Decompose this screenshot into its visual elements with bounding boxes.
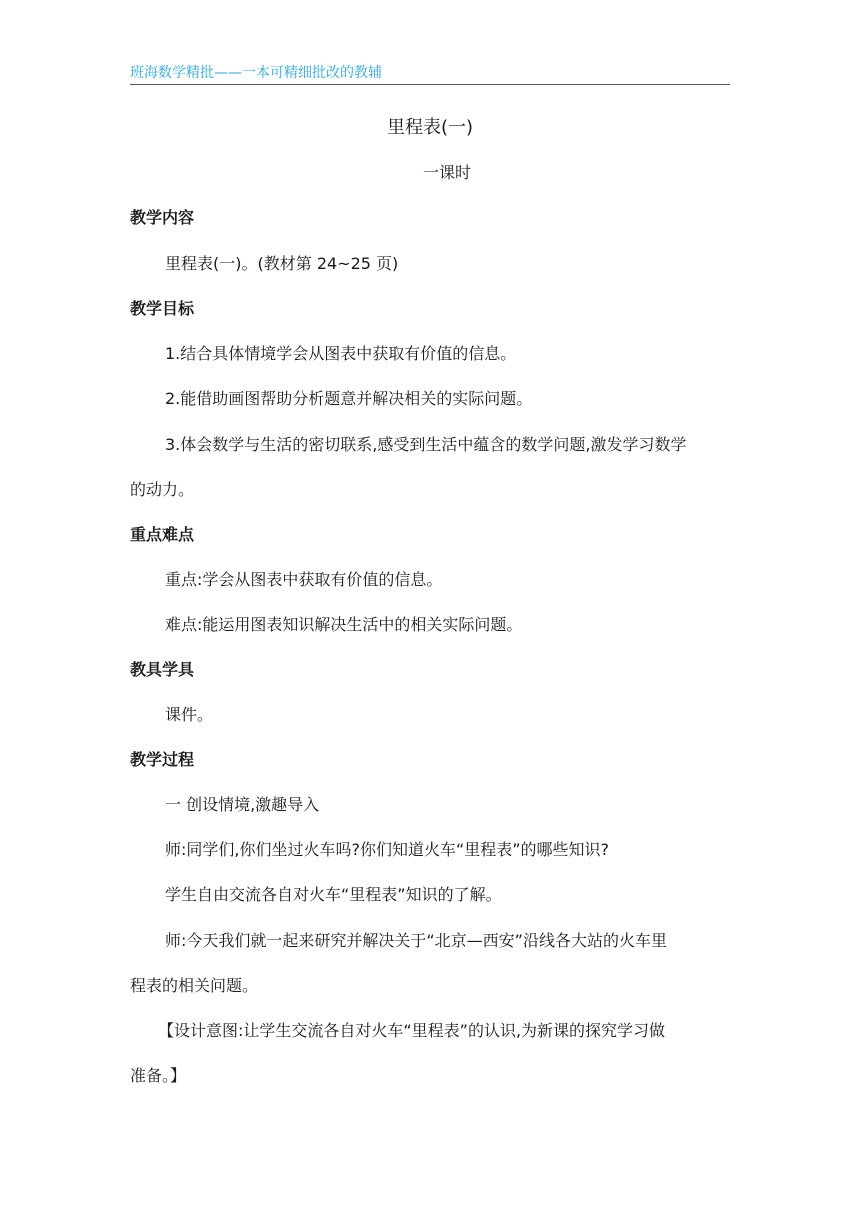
process-line-2: 学生自由交流各自对火车“里程表”知识的了解。 [165,885,502,904]
process-line-3: 师:今天我们就一起来研究并解决关于“北京—西安”沿线各大站的火车里 [165,931,667,950]
tools-line: 课件。 [165,705,214,724]
design-intent-note-continued: 准备。】 [130,1066,187,1085]
goal-line-3: 3.体会数学与生活的密切联系,感受到生活中蕴含的数学问题,激发学习数学 [165,435,687,454]
goal-line-1: 1.结合具体情境学会从图表中获取有价值的信息。 [165,344,517,363]
difficulty-line: 难点:能运用图表知识解决生活中的相关实际问题。 [165,615,523,634]
section-heading-content: 教学内容 [130,208,195,227]
process-step-heading: 一 创设情境,激趣导入 [165,795,320,814]
header-divider [130,84,730,85]
section-heading-goals: 教学目标 [130,299,195,318]
goal-line-2: 2.能借助画图帮助分析题意并解决相关的实际问题。 [165,389,533,408]
section-heading-key-points: 重点难点 [130,525,195,544]
process-line-1: 师:同学们,你们坐过火车吗?你们知道火车“里程表”的哪些知识? [165,840,610,859]
page-header: 班海数学精批——一本可精细批改的教辅 [130,65,382,81]
content-line: 里程表(一)。(教材第 24~25 页) [165,254,399,273]
goal-line-3-continued: 的动力。 [130,480,195,499]
section-heading-tools: 教具学具 [130,660,195,679]
section-heading-process: 教学过程 [130,750,195,769]
process-line-3-continued: 程表的相关问题。 [130,976,259,995]
document-title: 里程表(一) [386,117,474,138]
key-point-line: 重点:学会从图表中获取有价值的信息。 [165,570,443,589]
document-subtitle: 一课时 [422,163,471,182]
design-intent-note: 【设计意图:让学生交流各自对火车“里程表”的认识,为新课的探究学习做 [158,1021,666,1040]
